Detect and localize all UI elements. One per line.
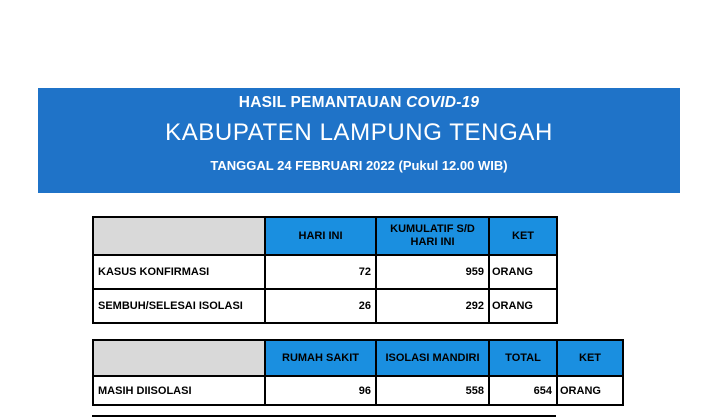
cell-total: 654 <box>489 376 557 405</box>
title-banner <box>38 88 680 193</box>
table-header-row <box>93 340 623 376</box>
cell-kumulatif: 292 <box>376 289 489 323</box>
cases-table <box>92 216 558 324</box>
row-label: KASUS KONFIRMASI <box>93 255 265 289</box>
next-table-top-border <box>92 415 556 417</box>
header-cell-total: TOTAL <box>489 340 557 376</box>
header-cell-isolasi-mandiri: ISOLASI MANDIRI <box>376 340 489 376</box>
header-cell-blank <box>93 340 265 376</box>
isolation-table <box>92 339 624 406</box>
header-cell-ket: KET <box>557 340 623 376</box>
header-cell-blank <box>93 217 265 255</box>
row-label: SEMBUH/SELESAI ISOLASI <box>93 289 265 323</box>
cell-isolasi-mandiri: 558 <box>376 376 489 405</box>
cell-hari-ini: 26 <box>265 289 376 323</box>
table-row <box>93 289 557 323</box>
cell-rumah-sakit: 96 <box>265 376 376 405</box>
table-header-row <box>93 217 557 255</box>
row-label: MASIH DIISOLASI <box>93 376 265 405</box>
report-date: TANGGAL 24 FEBRUARI 2022 (Pukul 12.00 WIB) <box>210 158 508 173</box>
header-cell-hari-ini: HARI INI <box>265 217 376 255</box>
cell-ket: ORANG <box>489 289 557 323</box>
header-cell-rumah-sakit: RUMAH SAKIT <box>265 340 376 376</box>
region-title: KABUPATEN LAMPUNG TENGAH <box>165 119 553 146</box>
cell-ket: ORANG <box>557 376 623 405</box>
table-row <box>93 376 623 405</box>
report-title: HASIL PEMANTAUAN COVID-19 <box>238 94 480 111</box>
cell-hari-ini: 72 <box>265 255 376 289</box>
table-row <box>93 255 557 289</box>
covid-label: COVID-19 <box>406 94 480 111</box>
cell-kumulatif: 959 <box>376 255 489 289</box>
cell-ket: ORANG <box>489 255 557 289</box>
header-cell-ket: KET <box>489 217 557 255</box>
header-cell-kumulatif: KUMULATIF S/D HARI INI <box>376 217 489 255</box>
